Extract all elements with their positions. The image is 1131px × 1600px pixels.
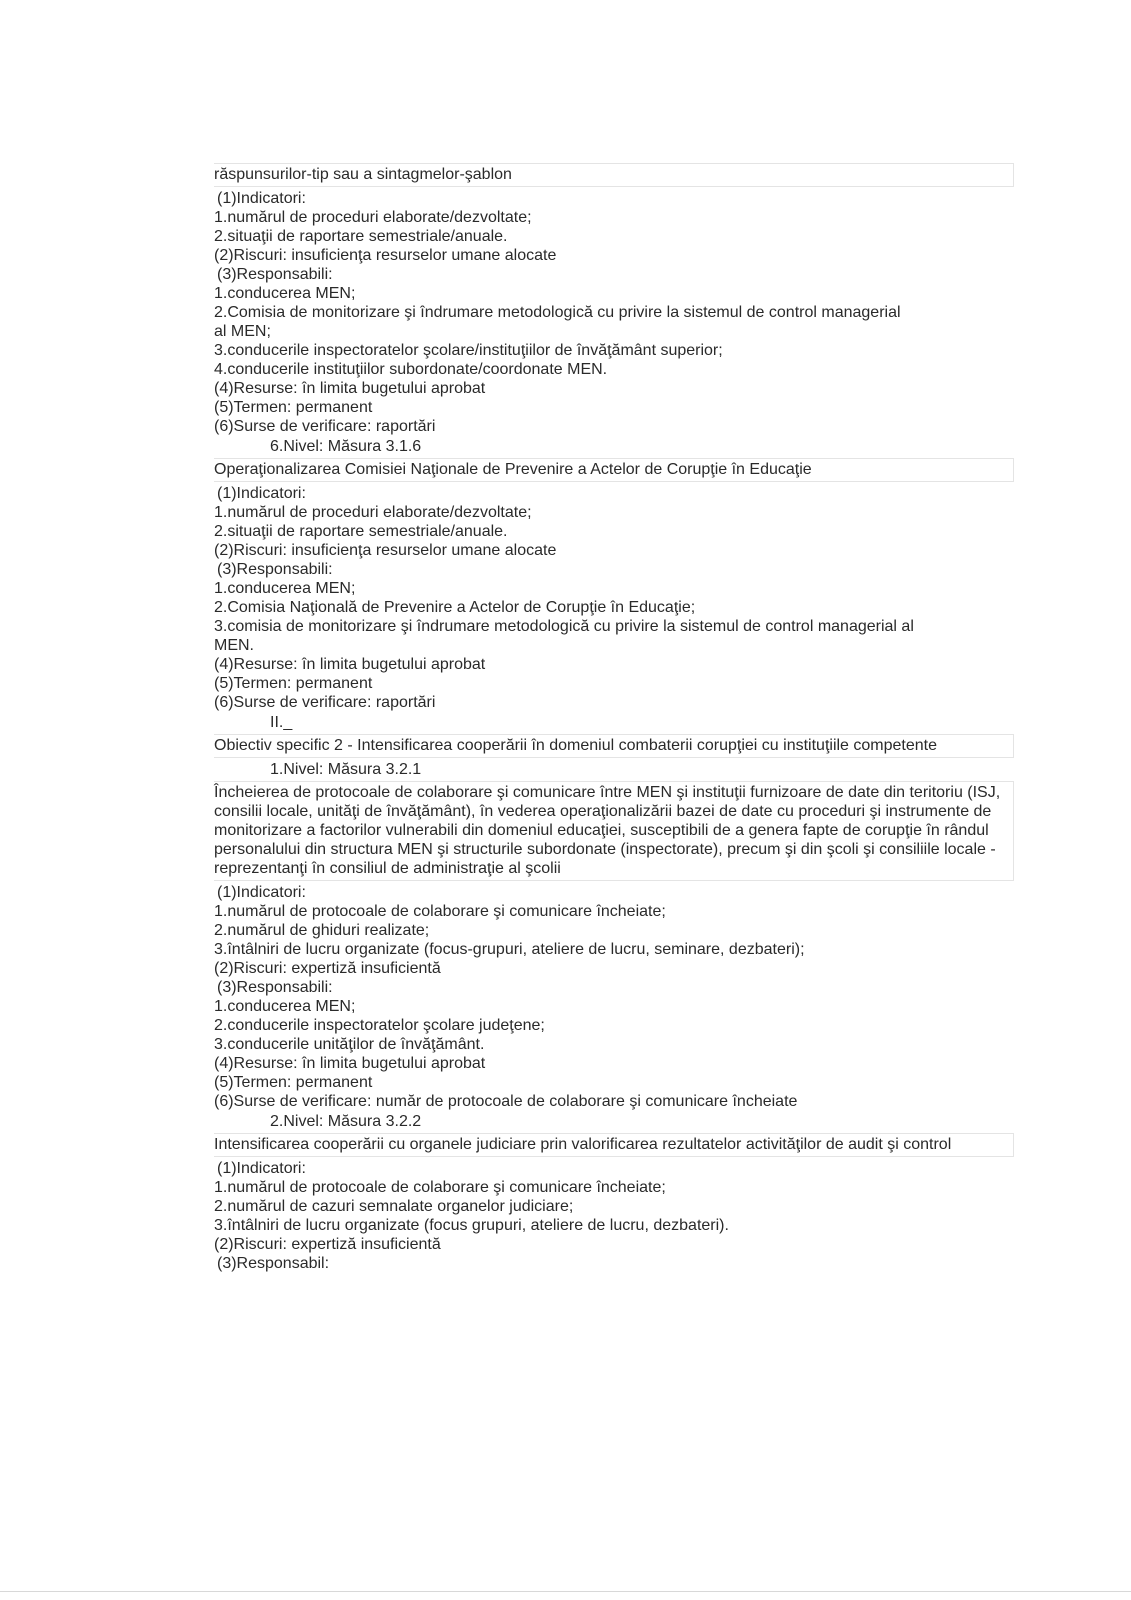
measure-title: Obiectiv specific 2 - Intensificarea cooperării în domeniul combaterii corupţiei cu instituţiile competente bbox=[214, 734, 1014, 758]
text-line: (4)Resurse: în limita bugetului aprobat bbox=[214, 380, 486, 397]
measure-title: răspunsurilor-tip sau a sintagmelor-şablon bbox=[214, 163, 1014, 187]
text-line: (2)Riscuri: expertiză insuficientă bbox=[214, 1236, 441, 1253]
text-line: 3.întâlniri de lucru organizate (focus grupuri, ateliere de lucru, dezbateri). bbox=[214, 1217, 729, 1234]
text-line: 1.conducerea MEN; bbox=[214, 998, 356, 1015]
measure-title: Operaţionalizarea Comisiei Naţionale de Prevenire a Actelor de Corupţie în Educaţie bbox=[214, 458, 1014, 482]
measure-title: Intensificarea cooperării cu organele judiciare prin valorificarea rezultatelor activităţilor de audit şi control bbox=[214, 1133, 1014, 1157]
text-line: 2.numărul de cazuri semnalate organelor judiciare; bbox=[214, 1198, 574, 1215]
text-line: (2)Riscuri: expertiză insuficientă bbox=[214, 960, 441, 977]
text-line: 2.Comisia Naţională de Prevenire a Actelor de Corupţie în Educaţie; bbox=[214, 599, 696, 616]
section-label: (1)Indicatori: bbox=[217, 190, 306, 207]
level-heading: II._ bbox=[270, 714, 293, 731]
text-line: 1.conducerea MEN; bbox=[214, 580, 356, 597]
text-line: (6)Surse de verificare: număr de protocoale de colaborare şi comunicare încheiate bbox=[214, 1093, 798, 1110]
text-line: (5)Termen: permanent bbox=[214, 1074, 373, 1091]
text-line: 3.comisia de monitorizare şi îndrumare metodologică cu privire la sistemul de control managerial al bbox=[214, 618, 914, 635]
section-label: (1)Indicatori: bbox=[217, 1160, 306, 1177]
text-line: MEN. bbox=[214, 637, 254, 654]
text-line: (4)Resurse: în limita bugetului aprobat bbox=[214, 656, 486, 673]
text-line: 2.situaţii de raportare semestriale/anuale. bbox=[214, 228, 508, 245]
measure-title: Încheierea de protocoale de colaborare şi comunicare între MEN şi instituţii furnizoare de date din teritoriu (ISJ, consilii locale, unităţi de învăţământ), în vederea operaţionalizării bazei de date cu proceduri şi instrumente de monitorizare a factorilor vulnerabili din domeniul educaţiei, susceptibili de a genera fapte de corupţie în rândul personalului din structura MEN şi structurile subordonate (inspectorate), precum şi din şcoli şi consiliile locale - reprezentanţi în consiliul de administraţie al şcolii bbox=[214, 781, 1014, 881]
text-line: 1.numărul de proceduri elaborate/dezvoltate; bbox=[214, 209, 532, 226]
text-line: (2)Riscuri: insuficienţa resurselor umane alocate bbox=[214, 542, 557, 559]
text-line: 1.numărul de protocoale de colaborare şi comunicare încheiate; bbox=[214, 1179, 666, 1196]
level-heading: 2.Nivel: Măsura 3.2.2 bbox=[270, 1113, 422, 1130]
section-label: (3)Responsabil: bbox=[217, 1255, 330, 1272]
text-line: (5)Termen: permanent bbox=[214, 675, 373, 692]
section-label: (3)Responsabili: bbox=[217, 561, 333, 578]
text-line: 3.conducerile inspectoratelor şcolare/instituţiilor de învăţământ superior; bbox=[214, 342, 723, 359]
text-line: (6)Surse de verificare: raportări bbox=[214, 418, 436, 435]
text-line: 2.situaţii de raportare semestriale/anuale. bbox=[214, 523, 508, 540]
text-line: 1.numărul de proceduri elaborate/dezvoltate; bbox=[214, 504, 532, 521]
level-heading: 1.Nivel: Măsura 3.2.1 bbox=[270, 761, 422, 778]
text-line: (5)Termen: permanent bbox=[214, 399, 373, 416]
section-label: (3)Responsabili: bbox=[217, 266, 333, 283]
section-label: (1)Indicatori: bbox=[217, 485, 306, 502]
level-heading: 6.Nivel: Măsura 3.1.6 bbox=[270, 438, 422, 455]
text-line: (2)Riscuri: insuficienţa resurselor umane alocate bbox=[214, 247, 557, 264]
text-line: (4)Resurse: în limita bugetului aprobat bbox=[214, 1055, 486, 1072]
text-line: 1.numărul de protocoale de colaborare şi comunicare încheiate; bbox=[214, 903, 666, 920]
text-line: (6)Surse de verificare: raportări bbox=[214, 694, 436, 711]
text-line: 3.întâlniri de lucru organizate (focus-grupuri, ateliere de lucru, seminare, dezbateri); bbox=[214, 941, 805, 958]
page-bottom-edge bbox=[0, 1591, 1131, 1592]
text-line: 2.Comisia de monitorizare şi îndrumare metodologică cu privire la sistemul de control managerial bbox=[214, 304, 901, 321]
document-body bbox=[214, 161, 1014, 1273]
text-line: 1.conducerea MEN; bbox=[214, 285, 356, 302]
text-line: 4.conducerile instituţiilor subordonate/coordonate MEN. bbox=[214, 361, 608, 378]
text-line: 2.numărul de ghiduri realizate; bbox=[214, 922, 430, 939]
text-line: 2.conducerile inspectoratelor şcolare judeţene; bbox=[214, 1017, 545, 1034]
text-line: 3.conducerile unităţilor de învăţământ. bbox=[214, 1036, 485, 1053]
text-line: al MEN; bbox=[214, 323, 271, 340]
section-label: (1)Indicatori: bbox=[217, 884, 306, 901]
section-label: (3)Responsabili: bbox=[217, 979, 333, 996]
